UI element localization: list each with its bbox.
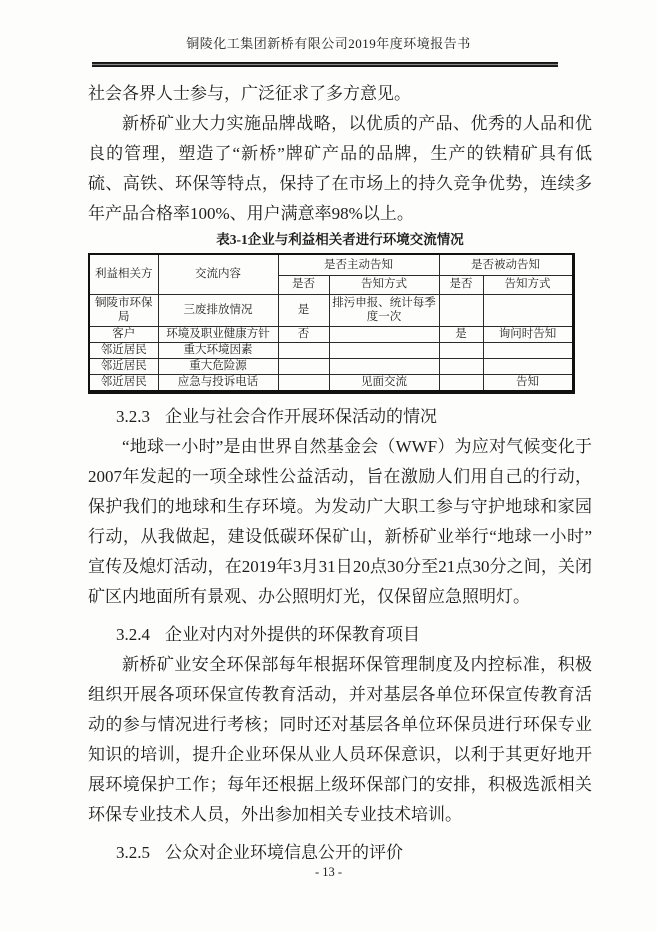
paragraph-intro: 社会各界人士参与，广泛征求了多方意见。 xyxy=(88,84,411,103)
col-header-content: 交流内容 xyxy=(158,254,278,294)
header-rule xyxy=(92,62,558,67)
table-row xyxy=(89,374,573,392)
col-header-passive-yesno: 是否 xyxy=(439,275,483,294)
page-header xyxy=(0,0,657,67)
cell-active-method: 见面交流 xyxy=(329,374,439,392)
table-caption: 表3-1企业与利益相关者进行环境交流情况 xyxy=(216,232,464,247)
cell-stakeholder: 客户 xyxy=(89,326,158,342)
cell-passive-method xyxy=(483,358,573,374)
cell-content: 环境及职业健康方针 xyxy=(158,326,278,342)
cell-stakeholder: 邻近居民 xyxy=(89,342,158,358)
cell-passive-yesno xyxy=(439,294,483,326)
cell-active-yesno: 否 xyxy=(278,326,329,342)
cell-passive-yesno: 是 xyxy=(439,326,483,342)
cell-content: 重大环境因素 xyxy=(158,342,278,358)
stakeholder-communication-table xyxy=(88,253,575,394)
page-content xyxy=(88,79,592,868)
section-number: 3.2.3 xyxy=(116,407,150,426)
paragraph-brand-strategy: 新桥矿业大力实施品牌战略，以优质的产品、优秀的人品和优良的管理，塑造了“新桥”牌矿产品的品牌，生产的铁精矿具有低硫、高铁、环保等特点，保持了在市场上的持久竞争优势，连续多年产品合格率100%、用户满意率98%以上。 xyxy=(88,114,592,223)
table-row xyxy=(89,342,573,358)
section-title: 公众对企业环境信息公开的评价 xyxy=(165,843,403,862)
cell-active-yesno xyxy=(278,374,329,392)
cell-active-method xyxy=(329,342,439,358)
col-header-passive-method: 告知方式 xyxy=(483,275,573,294)
col-group-passive-notify: 是否被动告知 xyxy=(439,254,573,275)
paragraph-env-education: 新桥矿业安全环保部每年根据环保管理制度及内控标准，积极组织开展各项环保宣传教育活动，并对基层各单位环保宣传教育活动的参与情况进行考核；同时还对基层各单位环保员进行环保专业知识的培训，提升企业环保从业人员环保意识，以利于其更好地开展环境保护工作；每年还根据上级环保部门的安排，积极选派相关环保专业技术人员，外出参加相关专业技术培训。 xyxy=(88,655,592,824)
cell-content: 重大危险源 xyxy=(158,358,278,374)
table-row xyxy=(89,358,573,374)
col-header-stakeholder: 利益相关方 xyxy=(89,254,158,294)
table-header xyxy=(89,254,573,294)
section-number: 3.2.4 xyxy=(116,625,150,644)
report-title: 铜陵化工集团新桥有限公司2019年度环境报告书 xyxy=(186,36,471,51)
cell-content: 应急与投诉电话 xyxy=(158,374,278,392)
cell-active-yesno xyxy=(278,342,329,358)
cell-passive-yesno xyxy=(439,358,483,374)
cell-stakeholder: 邻近居民 xyxy=(89,374,158,392)
section-number: 3.2.5 xyxy=(116,843,150,862)
cell-content: 三废排放情况 xyxy=(158,294,278,326)
table-body xyxy=(89,294,573,392)
cell-passive-method xyxy=(483,342,573,358)
cell-active-method xyxy=(329,326,439,342)
section-heading-3-2-3 xyxy=(88,402,592,432)
table-row xyxy=(89,294,573,326)
cell-stakeholder: 邻近居民 xyxy=(89,358,158,374)
col-group-active-notify: 是否主动告知 xyxy=(278,254,439,275)
cell-passive-yesno xyxy=(439,374,483,392)
table-row xyxy=(89,326,573,342)
page-number: - 13 - xyxy=(314,865,343,879)
col-header-active-yesno: 是否 xyxy=(278,275,329,294)
section-heading-3-2-4 xyxy=(88,620,592,650)
cell-passive-method: 询问时告知 xyxy=(483,326,573,342)
section-title: 企业对内对外提供的环保教育项目 xyxy=(165,625,420,644)
cell-passive-method xyxy=(483,294,573,326)
col-header-active-method: 告知方式 xyxy=(329,275,439,294)
cell-stakeholder: 铜陵市环保局 xyxy=(89,294,158,326)
cell-passive-method: 告知 xyxy=(483,374,573,392)
section-title: 企业与社会合作开展环保活动的情况 xyxy=(165,407,437,426)
cell-passive-yesno xyxy=(439,342,483,358)
cell-active-method xyxy=(329,358,439,374)
paragraph-earth-hour: “地球一小时”是由世界自然基金会（WWF）为应对气候变化于2007年发起的一项全球性公益活动，旨在激励人们用自己的行动，保护我们的地球和生存环境。为发动广大职工参与守护地球和家园行动，从我做起，建设低碳环保矿山，新桥矿业举行“地球一小时”宣传及熄灯活动，在2019年3月31日20点30分至21点30分之间，关闭矿区内地面所有景观、办公照明灯光，仅保留应急照明灯。 xyxy=(88,437,592,606)
cell-active-yesno: 是 xyxy=(278,294,329,326)
cell-active-yesno xyxy=(278,358,329,374)
cell-active-method: 排污申报、统计每季度一次 xyxy=(329,294,439,326)
section-heading-3-2-5 xyxy=(88,838,592,868)
